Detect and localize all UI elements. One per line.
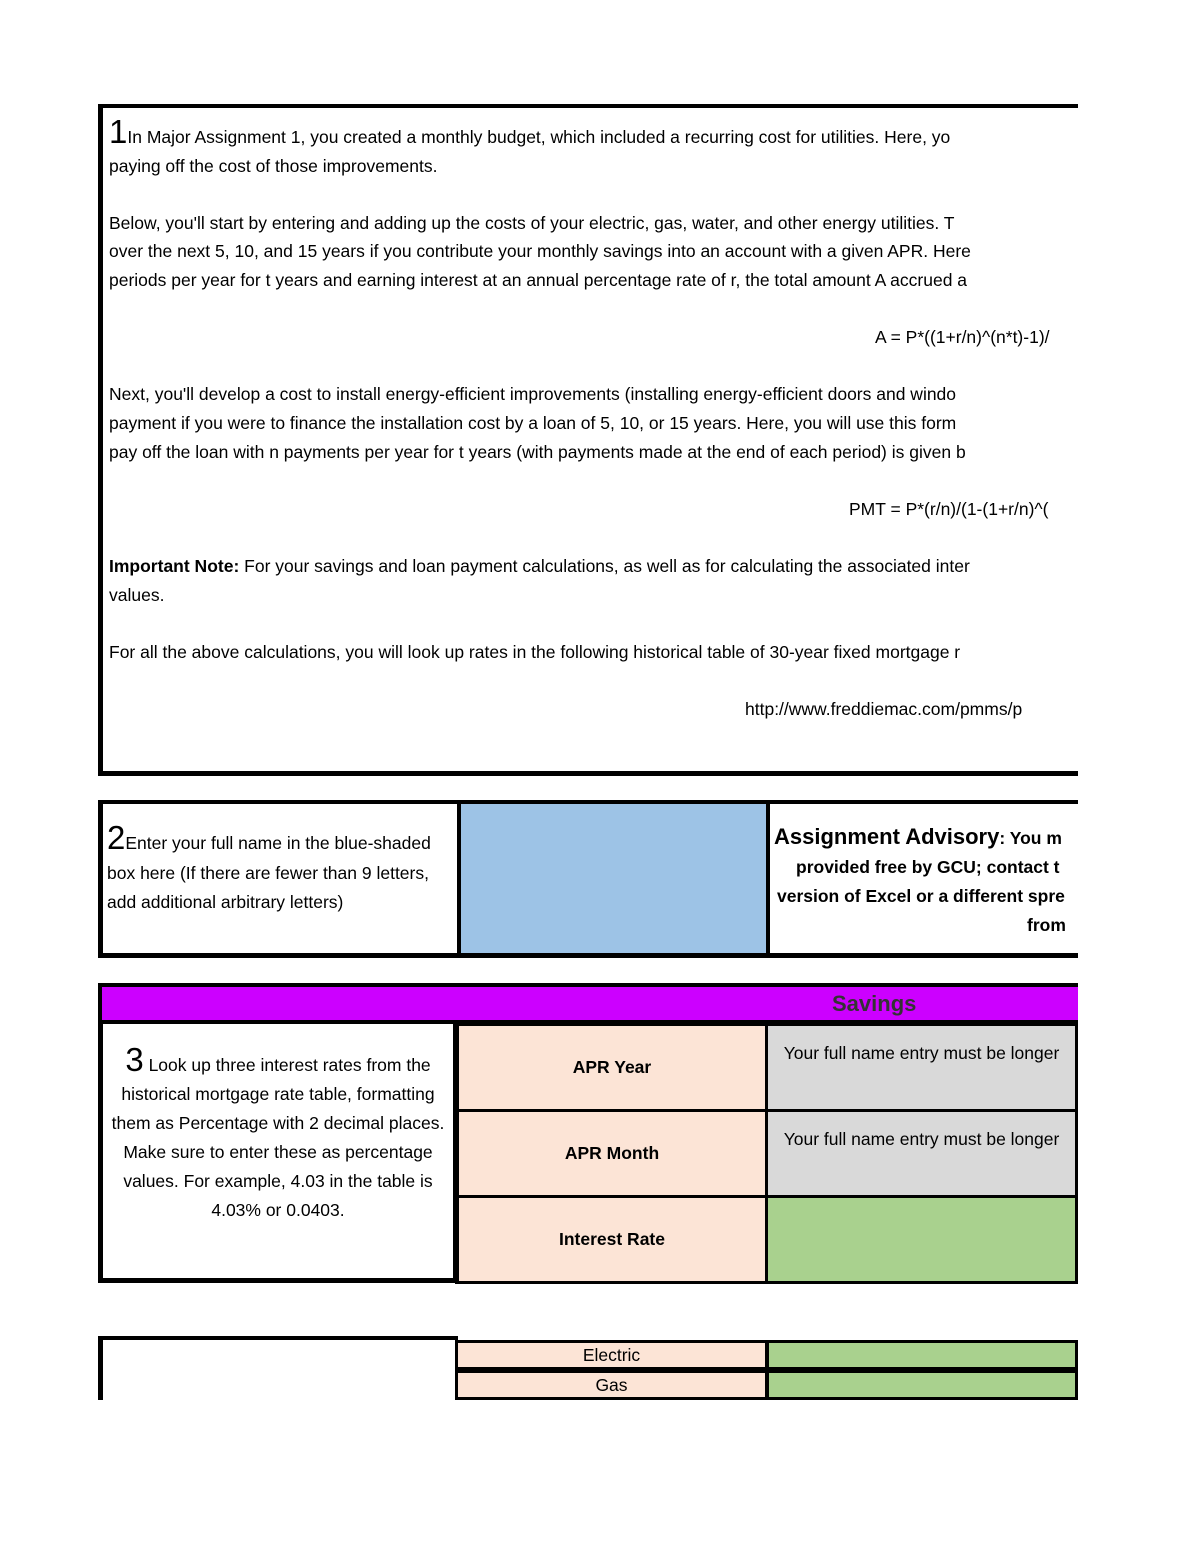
utilities-instruction-box: [98, 1336, 458, 1400]
important-note-line-1: For your savings and loan payment calculations, as well as for calculating the associated inter: [239, 555, 970, 576]
step-number-2: 2: [107, 819, 126, 856]
intro-line-1: In Major Assignment 1, you created a monthly budget, which included a recurring cost for utilities. Here, yo: [127, 127, 951, 147]
assignment-advisory: [774, 822, 1078, 940]
interest-rate-instruction: Look up three interest rates from the historical mortgage rate table, formatting them as Percentage with 2 decimal places. Make sure to enter these as percentage values. For example, 4.03 in the table is 4.03% or 0.0403.: [111, 1055, 445, 1220]
savings-paragraph-line-3: periods per year for t years and earning interest at an annual percentage rate of r, the total amount A accrued a: [109, 269, 968, 290]
name-entry-box: [98, 800, 1078, 958]
loan-paragraph-line-3: pay off the loan with n payments per year for t years (with payments made at the end of each period) is given b: [109, 441, 966, 462]
savings-header-bar: [98, 983, 1078, 1024]
apr-month-label: APR Month: [455, 1112, 768, 1198]
interest-rate-instruction-box: [98, 1022, 458, 1283]
gas-label: Gas: [455, 1370, 768, 1400]
advisory-line-4: from: [1027, 915, 1066, 935]
step-number-3: 3: [125, 1041, 144, 1078]
interest-rate-input-cell[interactable]: [768, 1198, 1078, 1284]
table-row: [455, 1340, 1078, 1370]
gas-input-cell[interactable]: [766, 1370, 1078, 1400]
savings-header: Savings: [832, 991, 917, 1016]
loan-paragraph-line-1: Next, you'll develop a cost to install energy-efficient improvements (installing energy-efficient doors and windo: [109, 384, 957, 405]
step-number-1: 1: [109, 113, 128, 150]
electric-input-cell[interactable]: [766, 1340, 1078, 1370]
table-row: [455, 1026, 1078, 1112]
freddiemac-link[interactable]: http://www.freddiemac.com/pmms/p: [745, 698, 1023, 719]
electric-label: Electric: [455, 1340, 768, 1370]
intro-line-2: paying off the cost of those improvements.: [109, 155, 438, 176]
savings-formula: A = P*((1+r/n)^(n*t)-1)/: [875, 327, 1050, 348]
advisory-line-1: : You m: [999, 828, 1062, 848]
apr-year-label: APR Year: [455, 1026, 768, 1112]
table-row: [455, 1198, 1078, 1284]
rates-table: [455, 1022, 1078, 1284]
apr-month-cell[interactable]: Your full name entry must be longer: [768, 1112, 1078, 1198]
table-row: [455, 1112, 1078, 1198]
savings-paragraph-line-2: over the next 5, 10, and 15 years if you contribute your monthly savings into an account with a given APR. Here: [109, 241, 971, 262]
advisory-title: Assignment Advisory: [774, 824, 1000, 849]
advisory-line-2: provided free by GCU; contact t: [796, 857, 1060, 877]
loan-formula: PMT = P*(r/n)/(1-(1+r/n)^(: [849, 498, 1049, 519]
instructions-box: [98, 104, 1078, 776]
apr-year-cell[interactable]: Your full name entry must be longer: [768, 1026, 1078, 1112]
savings-paragraph-line-1: Below, you'll start by entering and adding up the costs of your electric, gas, water, and other energy utilities. T: [109, 212, 955, 233]
utilities-table: [455, 1340, 1078, 1400]
important-note-line-2: values.: [109, 584, 165, 605]
important-note-label: Important Note:: [109, 555, 240, 576]
interest-rate-label: Interest Rate: [455, 1198, 768, 1284]
rates-instruction: For all the above calculations, you will look up rates in the following historical table of 30-year fixed mortgage r: [109, 641, 961, 662]
full-name-input-cell[interactable]: [457, 804, 770, 953]
name-entry-instruction: Enter your full name in the blue-shaded box here (If there are fewer than 9 letters, add additional arbitrary letters): [107, 833, 431, 912]
loan-paragraph-line-2: payment if you were to finance the installation cost by a loan of 5, 10, or 15 years. Here, you will use this form: [109, 412, 957, 433]
table-row: [455, 1370, 1078, 1400]
advisory-line-3: version of Excel or a different spre: [777, 886, 1065, 906]
